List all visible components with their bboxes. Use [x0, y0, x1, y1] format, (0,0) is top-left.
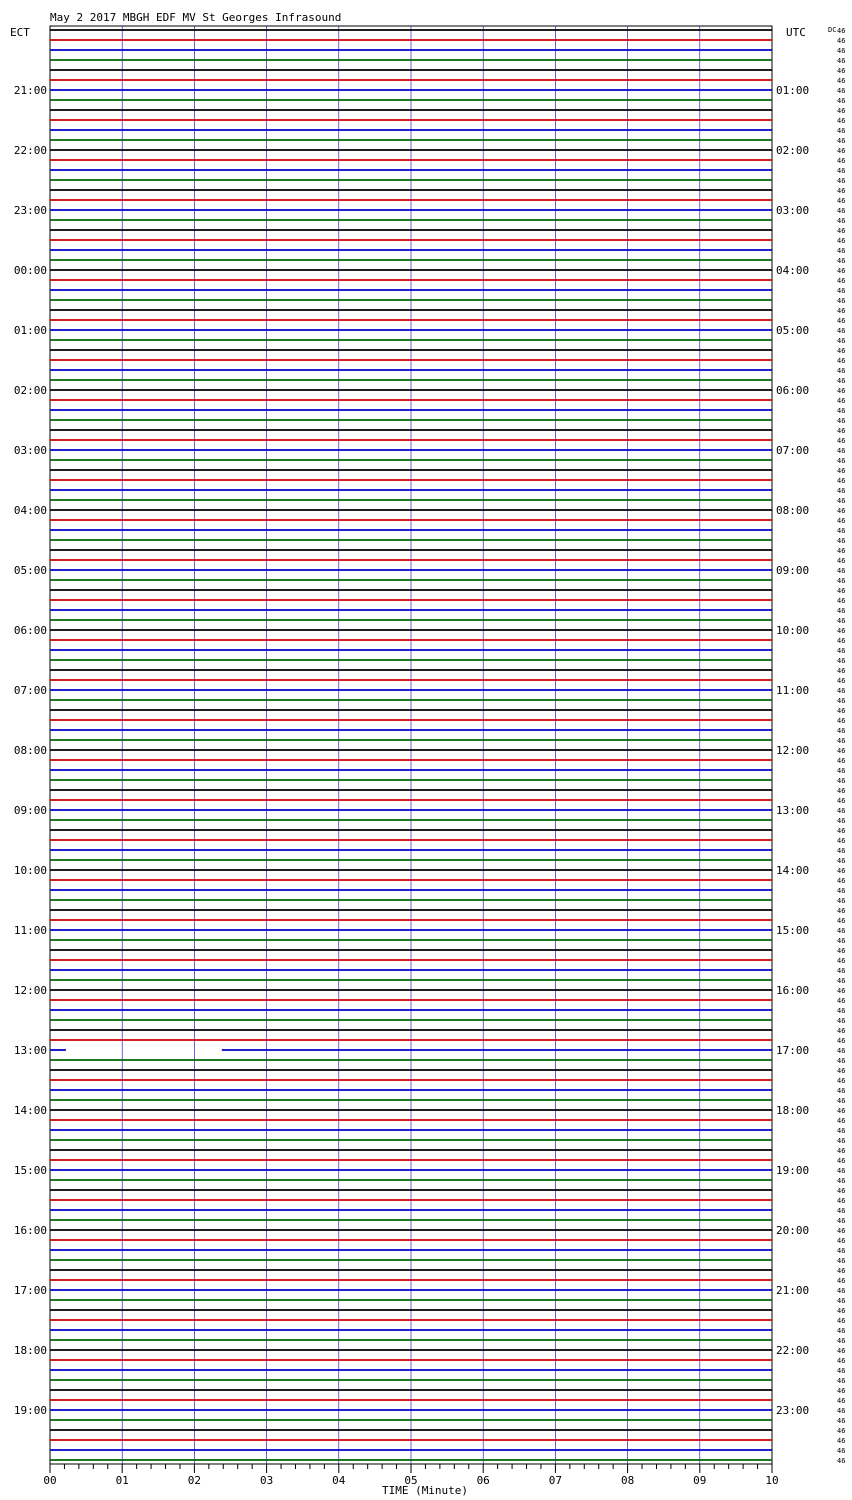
right-hour-label: 14:00 — [776, 864, 810, 877]
trace-scale-134: 46 — [837, 1367, 846, 1375]
trace-scale-20: 46 — [837, 227, 846, 235]
trace-scale-75: 46 — [837, 777, 846, 785]
trace-scale-89: 46 — [837, 917, 846, 925]
trace-scale-38: 46 — [837, 407, 846, 415]
x-tick-label: 07 — [548, 1474, 563, 1487]
trace-scale-26: 46 — [837, 287, 846, 295]
trace-scale-58: 46 — [837, 607, 846, 615]
left-hour-label: 12:00 — [13, 984, 47, 997]
right-hour-label: 20:00 — [776, 1224, 810, 1237]
trace-scale-138: 46 — [837, 1407, 846, 1415]
left-hour-label: 21:00 — [13, 84, 47, 97]
trace-scale-60: 46 — [837, 627, 846, 635]
trace-scale-7: 46 — [837, 97, 846, 105]
trace-scale-106: 46 — [837, 1087, 846, 1095]
trace-scale-61: 46 — [837, 637, 846, 645]
trace-scale-8: 46 — [837, 107, 846, 115]
trace-scale-117: 46 — [837, 1197, 846, 1205]
trace-scale-110: 46 — [837, 1127, 846, 1135]
right-hour-label: 13:00 — [776, 804, 810, 817]
trace-scale-63: 46 — [837, 657, 846, 665]
trace-scale-132: 46 — [837, 1347, 846, 1355]
trace-scale-98: 46 — [837, 1007, 846, 1015]
trace-scale-99: 46 — [837, 1017, 846, 1025]
trace-scale-10: 46 — [837, 127, 846, 135]
trace-scale-37: 46 — [837, 397, 846, 405]
trace-scale-labels — [837, 27, 845, 1465]
trace-scale-141: 46 — [837, 1437, 846, 1445]
trace-scale-47: 46 — [837, 497, 846, 505]
trace-scale-97: 46 — [837, 997, 846, 1005]
trace-scale-43: 46 — [837, 457, 846, 465]
trace-scale-113: 46 — [837, 1157, 846, 1165]
trace-scale-69: 46 — [837, 717, 846, 725]
left-hour-label: 09:00 — [13, 804, 47, 817]
right-hour-label: 15:00 — [776, 924, 810, 937]
left-hour-label: 04:00 — [13, 504, 47, 517]
trace-scale-135: 46 — [837, 1377, 846, 1385]
trace-scale-24: 46 — [837, 267, 846, 275]
trace-scale-104: 46 — [837, 1067, 846, 1075]
left-hour-label: 18:00 — [13, 1344, 47, 1357]
right-hour-label: 03:00 — [776, 204, 810, 217]
trace-scale-25: 46 — [837, 277, 846, 285]
x-axis — [43, 1464, 778, 1487]
trace-scale-44: 46 — [837, 467, 846, 475]
trace-scale-103: 46 — [837, 1057, 846, 1065]
trace-scale-72: 46 — [837, 747, 846, 755]
right-hour-label: 04:00 — [776, 264, 810, 277]
trace-scale-48: 46 — [837, 507, 846, 515]
trace-scale-115: 46 — [837, 1177, 846, 1185]
left-hour-label: 22:00 — [13, 144, 47, 157]
trace-scale-85: 46 — [837, 877, 846, 885]
trace-scale-76: 46 — [837, 787, 846, 795]
trace-scale-16: 46 — [837, 187, 846, 195]
trace-scale-77: 46 — [837, 797, 846, 805]
trace-scale-109: 46 — [837, 1117, 846, 1125]
trace-scale-30: 46 — [837, 327, 846, 335]
right-hour-label: 01:00 — [776, 84, 810, 97]
x-tick-label: 03 — [259, 1474, 274, 1487]
trace-scale-81: 46 — [837, 837, 846, 845]
right-hour-label: 10:00 — [776, 624, 810, 637]
x-tick-label: 04 — [332, 1474, 346, 1487]
trace-scale-53: 46 — [837, 557, 846, 565]
right-hour-label: 18:00 — [776, 1104, 810, 1117]
right-axis-label: UTC — [786, 26, 806, 39]
trace-scale-28: 46 — [837, 307, 846, 315]
trace-scale-1: 46 — [837, 37, 846, 45]
trace-scale-22: 46 — [837, 247, 846, 255]
trace-scale-95: 46 — [837, 977, 846, 985]
trace-scale-0: 46 — [837, 27, 846, 35]
x-tick-label: 00 — [43, 1474, 57, 1487]
right-hour-label: 11:00 — [776, 684, 810, 697]
trace-scale-91: 46 — [837, 937, 846, 945]
right-hour-label: 02:00 — [776, 144, 810, 157]
left-hour-label: 02:00 — [13, 384, 47, 397]
trace-scale-78: 46 — [837, 807, 846, 815]
left-hour-label: 16:00 — [13, 1224, 47, 1237]
minute-gridlines — [122, 26, 700, 1464]
trace-scale-67: 46 — [837, 697, 846, 705]
trace-scale-126: 46 — [837, 1287, 846, 1295]
left-hour-label: 03:00 — [13, 444, 47, 457]
right-hour-label: 09:00 — [776, 564, 810, 577]
right-hour-label: 06:00 — [776, 384, 810, 397]
x-axis-title: TIME (Minute) — [381, 1484, 469, 1497]
left-hour-label: 19:00 — [13, 1404, 47, 1417]
trace-scale-94: 46 — [837, 967, 846, 975]
trace-scale-31: 46 — [837, 337, 846, 345]
trace-scale-6: 46 — [837, 87, 846, 95]
trace-scale-59: 46 — [837, 617, 846, 625]
trace-scale-122: 46 — [837, 1247, 846, 1255]
trace-scale-11: 46 — [837, 137, 846, 145]
left-hour-label: 08:00 — [13, 744, 47, 757]
left-hour-label: 23:00 — [13, 204, 47, 217]
right-hour-label: 05:00 — [776, 324, 810, 337]
trace-scale-137: 46 — [837, 1397, 846, 1405]
trace-scale-23: 46 — [837, 257, 846, 265]
trace-scale-73: 46 — [837, 757, 846, 765]
left-axis-label: ECT — [10, 26, 30, 39]
trace-scale-143: 46 — [837, 1457, 846, 1465]
trace-scale-2: 46 — [837, 47, 846, 55]
trace-scale-84: 46 — [837, 867, 846, 875]
trace-scale-35: 46 — [837, 377, 846, 385]
left-hour-label: 06:00 — [13, 624, 47, 637]
trace-scale-128: 46 — [837, 1307, 846, 1315]
trace-scale-93: 46 — [837, 957, 846, 965]
trace-scale-108: 46 — [837, 1107, 846, 1115]
trace-scale-50: 46 — [837, 527, 846, 535]
trace-scale-33: 46 — [837, 357, 846, 365]
trace-scale-82: 46 — [837, 847, 846, 855]
trace-scale-19: 46 — [837, 217, 846, 225]
left-hour-labels — [14, 84, 47, 1417]
right-hour-label: 08:00 — [776, 504, 810, 517]
trace-scale-14: 46 — [837, 167, 846, 175]
x-tick-label: 09 — [693, 1474, 707, 1487]
trace-scale-71: 46 — [837, 737, 846, 745]
right-hour-label: 16:00 — [776, 984, 810, 997]
trace-scale-41: 46 — [837, 437, 846, 445]
trace-scale-102: 46 — [837, 1047, 846, 1055]
trace-scale-56: 46 — [837, 587, 846, 595]
trace-scale-42: 46 — [837, 447, 846, 455]
corner-label: DC — [828, 26, 837, 34]
trace-scale-140: 46 — [837, 1427, 846, 1435]
trace-scale-125: 46 — [837, 1277, 846, 1285]
x-tick-label: 02 — [187, 1474, 202, 1487]
trace-scale-40: 46 — [837, 427, 846, 435]
trace-scale-142: 46 — [837, 1447, 846, 1455]
left-hour-label: 05:00 — [13, 564, 47, 577]
trace-scale-62: 46 — [837, 647, 846, 655]
trace-scale-52: 46 — [837, 547, 846, 555]
right-hour-label: 12:00 — [776, 744, 810, 757]
trace-scale-80: 46 — [837, 827, 846, 835]
trace-scale-136: 46 — [837, 1387, 846, 1395]
trace-scale-130: 46 — [837, 1327, 846, 1335]
trace-scale-114: 46 — [837, 1167, 846, 1175]
trace-scale-36: 46 — [837, 387, 846, 395]
trace-scale-123: 46 — [837, 1257, 846, 1265]
trace-scale-29: 46 — [837, 317, 846, 325]
left-hour-label: 10:00 — [13, 864, 47, 877]
trace-scale-15: 46 — [837, 177, 846, 185]
trace-scale-57: 46 — [837, 597, 846, 605]
left-hour-label: 07:00 — [13, 684, 47, 697]
trace-scale-3: 46 — [837, 57, 846, 65]
trace-scale-64: 46 — [837, 667, 846, 675]
trace-scale-27: 46 — [837, 297, 846, 305]
trace-scale-90: 46 — [837, 927, 846, 935]
right-hour-label: 19:00 — [776, 1164, 810, 1177]
trace-scale-88: 46 — [837, 907, 846, 915]
trace-scale-17: 46 — [837, 197, 846, 205]
trace-scale-34: 46 — [837, 367, 846, 375]
trace-scale-21: 46 — [837, 237, 846, 245]
right-hour-label: 21:00 — [776, 1284, 810, 1297]
trace-scale-55: 46 — [837, 577, 846, 585]
trace-scale-12: 46 — [837, 147, 846, 155]
x-tick-label: 08 — [620, 1474, 635, 1487]
x-tick-label: 10 — [765, 1474, 779, 1487]
trace-scale-119: 46 — [837, 1217, 846, 1225]
trace-scale-83: 46 — [837, 857, 846, 865]
trace-scale-105: 46 — [837, 1077, 846, 1085]
trace-scale-5: 46 — [837, 77, 846, 85]
x-tick-label: 05 — [404, 1474, 418, 1487]
chart-title: May 2 2017 MBGH EDF MV St Georges Infrasound — [50, 11, 342, 24]
trace-scale-121: 46 — [837, 1237, 846, 1245]
trace-scale-68: 46 — [837, 707, 846, 715]
trace-scale-51: 46 — [837, 537, 846, 545]
trace-scale-32: 46 — [837, 347, 846, 355]
trace-scale-18: 46 — [837, 207, 846, 215]
trace-scale-39: 46 — [837, 417, 846, 425]
trace-scale-74: 46 — [837, 767, 846, 775]
right-hour-label: 22:00 — [776, 1344, 810, 1357]
trace-scale-129: 46 — [837, 1317, 846, 1325]
trace-scale-120: 46 — [837, 1227, 846, 1235]
trace-scale-86: 46 — [837, 887, 846, 895]
left-hour-label: 17:00 — [13, 1284, 47, 1297]
right-hour-labels — [776, 84, 809, 1417]
left-hour-label: 00:00 — [13, 264, 47, 277]
trace-scale-116: 46 — [837, 1187, 846, 1195]
trace-scale-101: 46 — [837, 1037, 846, 1045]
trace-scale-49: 46 — [837, 517, 846, 525]
trace-scale-4: 46 — [837, 67, 846, 75]
trace-scale-66: 46 — [837, 687, 846, 695]
left-hour-label: 13:00 — [13, 1044, 47, 1057]
trace-scale-70: 46 — [837, 727, 846, 735]
trace-scale-100: 46 — [837, 1027, 846, 1035]
trace-scale-139: 46 — [837, 1417, 846, 1425]
trace-scale-79: 46 — [837, 817, 846, 825]
trace-scale-111: 46 — [837, 1137, 846, 1145]
right-hour-label: 07:00 — [776, 444, 810, 457]
trace-scale-131: 46 — [837, 1337, 846, 1345]
right-hour-label: 23:00 — [776, 1404, 810, 1417]
trace-scale-118: 46 — [837, 1207, 846, 1215]
trace-scale-127: 46 — [837, 1297, 846, 1305]
trace-scale-65: 46 — [837, 677, 846, 685]
left-hour-label: 14:00 — [13, 1104, 47, 1117]
trace-scale-46: 46 — [837, 487, 846, 495]
trace-scale-92: 46 — [837, 947, 846, 955]
left-hour-label: 01:00 — [13, 324, 47, 337]
trace-scale-13: 46 — [837, 157, 846, 165]
trace-scale-54: 46 — [837, 567, 846, 575]
trace-scale-124: 46 — [837, 1267, 846, 1275]
trace-scale-96: 46 — [837, 987, 846, 995]
x-tick-label: 06 — [476, 1474, 490, 1487]
trace-scale-45: 46 — [837, 477, 846, 485]
trace-scale-87: 46 — [837, 897, 846, 905]
trace-scale-133: 46 — [837, 1357, 846, 1365]
trace-scale-112: 46 — [837, 1147, 846, 1155]
x-tick-label: 01 — [115, 1474, 129, 1487]
trace-scale-107: 46 — [837, 1097, 846, 1105]
left-hour-label: 11:00 — [13, 924, 47, 937]
trace-scale-9: 46 — [837, 117, 846, 125]
left-hour-label: 15:00 — [13, 1164, 47, 1177]
right-hour-label: 17:00 — [776, 1044, 810, 1057]
